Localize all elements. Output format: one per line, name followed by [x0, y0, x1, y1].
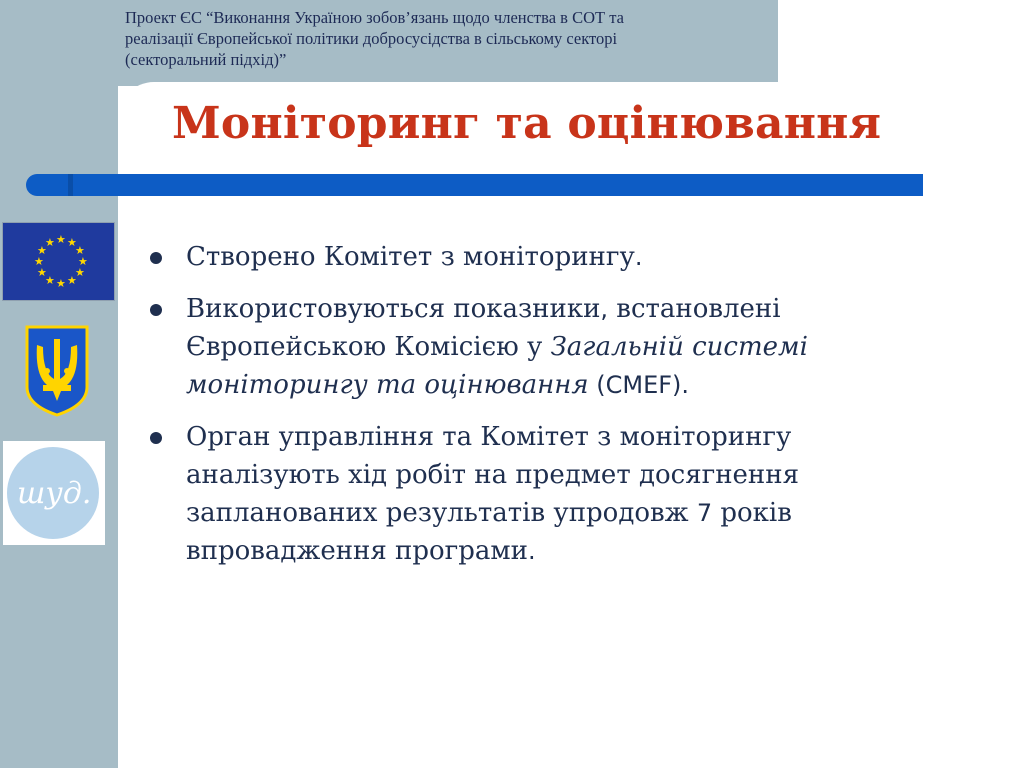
- bullet-item-3: [148, 418, 938, 570]
- eu-flag-stars: [3, 223, 114, 300]
- svg-text:★: ★: [34, 255, 44, 268]
- bullet-2-text-a: Використовуються показники: [186, 294, 601, 324]
- project-header: [125, 7, 765, 70]
- tryzub-icon: [25, 325, 89, 417]
- svg-text:★: ★: [45, 236, 55, 249]
- svg-text:★: ★: [37, 266, 47, 279]
- svg-text:★: ★: [75, 266, 85, 279]
- bullet-3-text-b: років впровадження програми: [186, 498, 792, 566]
- bar-notch: [68, 174, 73, 196]
- bullet-3-end: .: [528, 537, 536, 565]
- bullet-2-italic: Загальній системі моніторингу та оцінювання: [186, 332, 808, 400]
- bullet-2-comma: ,: [600, 295, 609, 323]
- project-line-2: реалізації Європейської політики добросусідства в сільському секторі: [125, 29, 618, 48]
- bullet-1-end: .: [634, 243, 643, 271]
- bullet-3-text: Орган управління та Комітет з моніторингу аналізують хід робіт на предмет досягнення запланованих результатів упродовж: [186, 422, 799, 528]
- svg-text:★: ★: [75, 244, 85, 257]
- bullet-1-text: Створено Комітет з моніторингу: [186, 242, 635, 272]
- svg-text:★: ★: [45, 274, 55, 287]
- project-line-1: Проект ЄС “Виконання Україною зобов’язань щодо членства в СОТ та: [125, 8, 624, 27]
- bullet-2-text-b: встановлені Європейською Комісією у: [186, 294, 781, 362]
- title-underline-bar: [26, 174, 923, 196]
- wu-logo-icon: [3, 441, 105, 545]
- bullet-item-1: [148, 238, 938, 276]
- eu-flag-icon: [2, 222, 115, 301]
- slide-title: Моніторинг та оцінювання: [172, 98, 882, 149]
- svg-text:★: ★: [37, 244, 47, 257]
- bullet-list: [148, 238, 938, 584]
- project-line-3: (секторальний підхід)”: [125, 50, 287, 69]
- svg-text:★: ★: [56, 233, 66, 246]
- svg-text:★: ★: [67, 236, 77, 249]
- svg-text:шуд.: шуд.: [17, 476, 92, 511]
- bullet-2-paren: (CMEF).: [588, 371, 690, 399]
- bullet-item-2: [148, 290, 938, 404]
- svg-text:★: ★: [67, 274, 77, 287]
- svg-text:★: ★: [56, 277, 66, 290]
- bullet-3-number: 7: [696, 499, 713, 527]
- svg-text:★: ★: [78, 255, 88, 268]
